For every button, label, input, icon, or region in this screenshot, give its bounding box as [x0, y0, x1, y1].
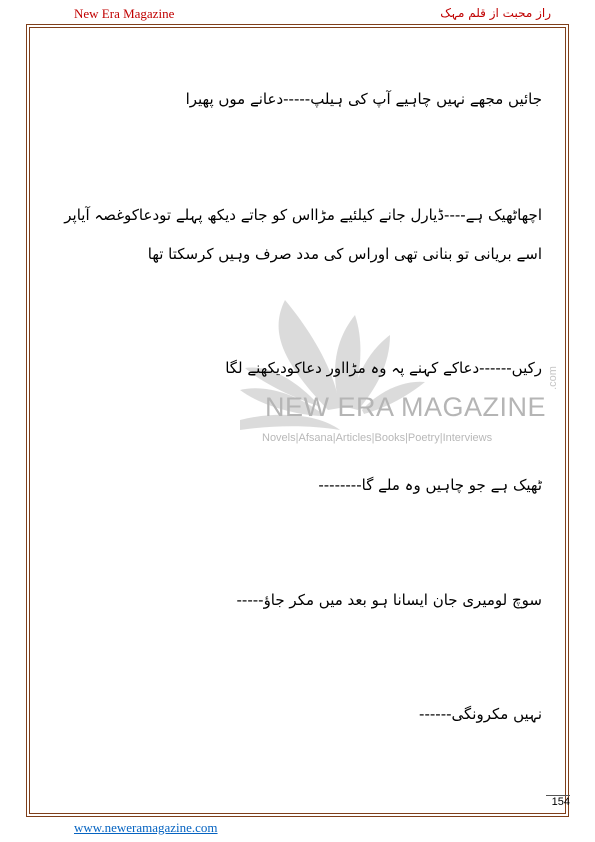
paragraph-3: اسے بریانی تو بنانی تھی اوراس کی مدد صرف وہیں کرسکتا تھا — [147, 245, 542, 263]
website-link[interactable]: www.neweramagazine.com — [74, 820, 218, 835]
watermark-suffix: .com — [546, 366, 559, 390]
paragraph-1: جائیں مجھے نہیں چاہیے آپ کی ہیلپ-----دعانے موں پھیرا — [185, 90, 542, 108]
magazine-title: New Era Magazine — [74, 6, 175, 21]
watermark-title: NEW ERA MAGAZINE — [265, 392, 547, 422]
paragraph-7: نہیں مکرونگی------ — [419, 705, 542, 723]
paragraph-6: سوچ لومیری جان ایسانا ہو بعد میں مکر جاؤ----- — [236, 591, 542, 609]
page-number: 154 — [546, 795, 570, 810]
story-title: راز محبت از قلم مہک — [440, 6, 551, 20]
paragraph-4: رکیں------دعاکے کہنے پہ وہ مڑااور دعاکودیکھنے لگا — [225, 359, 542, 377]
paragraph-5: ٹھیک ہے جو چاہیں وہ ملے گا-------- — [318, 476, 542, 494]
watermark-subtitle: Novels|Afsana|Articles|Books|Poetry|Interviews — [262, 432, 493, 444]
paragraph-2: اچھاٹھیک ہے----ڈیارل جانے کیلئیے مڑااس کو جاتے دیکھ پہلے تودعاکوغصہ آیاپر — [64, 206, 542, 224]
